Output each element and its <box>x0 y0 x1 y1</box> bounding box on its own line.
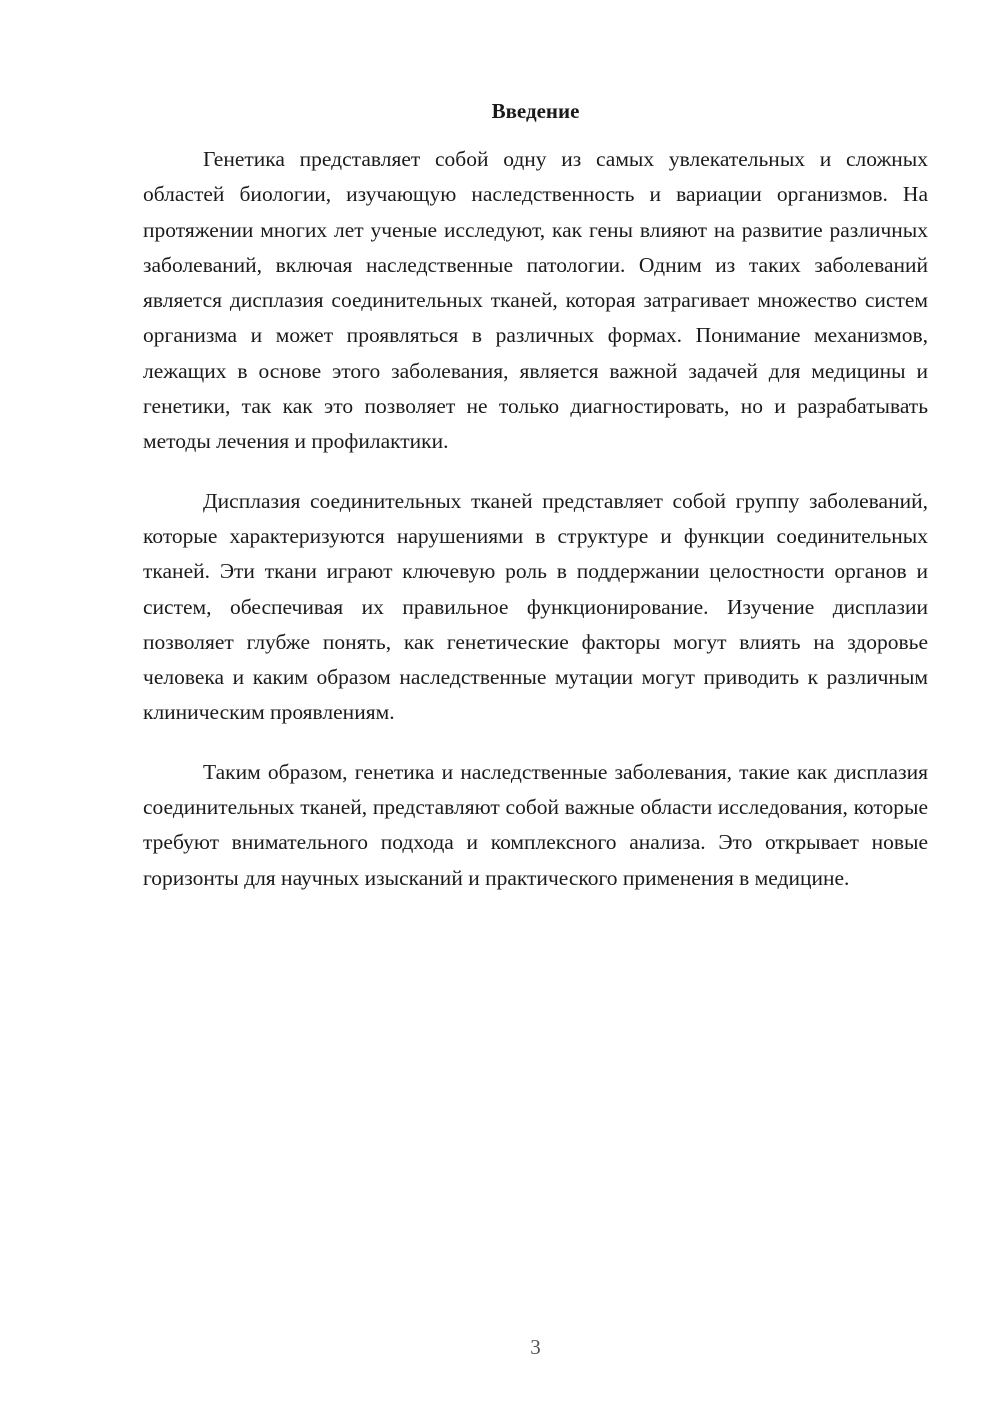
body-text <box>143 142 928 920</box>
paragraph-2: Дисплазия соединительных тканей представляет собой группу заболеваний, которые характеризуются нарушениями в структуре и функции соединительных тканей. Эти ткани играют ключевую роль в поддержании целостности органов и систем, обеспечивая их правильное функционирование. Изучение дисплазии позволяет глубже понять, как генетические факторы могут влиять на здоровье человека и каким образом наследственные мутации могут приводить к различным клиническим проявлениям. <box>143 488 928 725</box>
section-heading: Введение <box>491 99 580 123</box>
paragraph-1: Генетика представляет собой одну из самых увлекательных и сложных областей биологии, изучающую наследственность и вариации организмов. На протяжении многих лет ученые исследуют, как гены влияют на развитие различных заболеваний, включая наследственные патологии. Одним из таких заболеваний является дисплазия соединительных тканей, которая затрагивает множество систем организма и может проявляться в различных формах. Понимание механизмов, лежащих в основе этого заболевания, является важной задачей для медицины и генетики, так как это позволяет не только диагностировать, но и разрабатывать методы лечения и профилактики. <box>143 147 928 454</box>
paragraph-3: Таким образом, генетика и наследственные заболевания, такие как дисплазия соединительных тканей, представляют собой важные области исследования, которые требуют внимательного подхода и комплексного анализа. Это открывает новые горизонты для научных изысканий и практического применения в медицине. <box>143 759 928 890</box>
page-number: 3 <box>530 1335 541 1359</box>
